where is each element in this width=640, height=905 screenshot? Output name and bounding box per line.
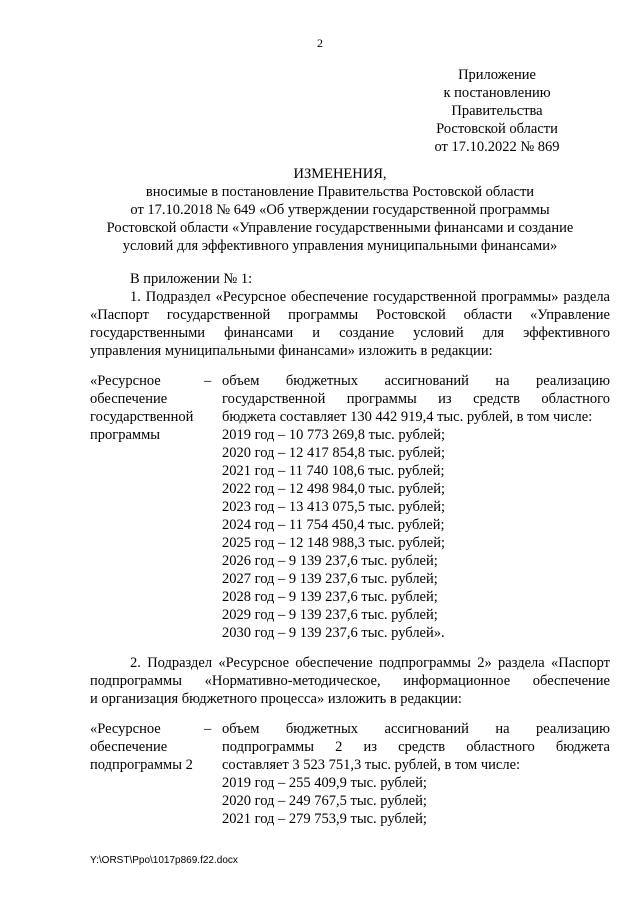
label-line: программы: [90, 427, 160, 443]
year-line: 2027 год – 9 139 237,6 тыс. рублей;: [222, 571, 438, 587]
appendix-line: к постановлению: [443, 85, 551, 101]
value-line: государственной программы из средств областного: [222, 391, 610, 407]
year-line: 2021 год – 11 740 108,6 тыс. рублей;: [222, 463, 445, 479]
intro-line: В приложении № 1:: [130, 271, 253, 287]
appendix-block: [412, 66, 582, 156]
appendix-line: Приложение: [458, 67, 536, 83]
paragraph-line: подпрограммы «Нормативно-методическое, информационное обеспечение: [90, 673, 610, 689]
changes-title: [90, 165, 590, 255]
resource-label: [90, 372, 205, 444]
year-line: 2020 год – 12 417 854,8 тыс. рублей;: [222, 445, 446, 461]
year-line: 2019 год – 255 409,9 тыс. рублей;: [222, 775, 427, 791]
appendix-line: Правительства: [451, 103, 543, 119]
label-line: подпрограммы 2: [90, 757, 193, 773]
year-line: 2028 год – 9 139 237,6 тыс. рублей;: [222, 589, 438, 605]
page-number: 2: [317, 36, 323, 50]
year-line: 2025 год – 12 148 988,3 тыс. рублей;: [222, 535, 446, 551]
paragraph-line: 2. Подраздел «Ресурсное обеспечение подпрограммы 2» раздела «Паспорт: [130, 655, 610, 671]
paragraph-line: «Паспорт государственной программы Ростовской области «Управление: [90, 307, 610, 323]
value-line: объем бюджетных ассигнований на реализацию: [222, 721, 610, 737]
value-line: объем бюджетных ассигнований на реализацию: [222, 373, 610, 389]
paragraph-line: 1. Подраздел «Ресурсное обеспечение государственной программы» раздела: [130, 289, 610, 305]
value-line: подпрограммы 2 из средств областного бюджета: [222, 739, 610, 755]
paragraph-line: и организация бюджетного процесса» изложить в редакции:: [90, 691, 462, 707]
year-line: 2029 год – 9 139 237,6 тыс. рублей;: [222, 607, 438, 623]
section2-paragraph: [90, 654, 610, 708]
label-line: государственной: [90, 409, 194, 425]
label-line: обеспечение: [90, 391, 168, 407]
resource-value: [222, 372, 610, 642]
year-line: 2022 год – 12 498 984,0 тыс. рублей;: [222, 481, 446, 497]
year-line: 2020 год – 249 767,5 тыс. рублей;: [222, 793, 427, 809]
year-line: 2021 год – 279 753,9 тыс. рублей;: [222, 811, 427, 827]
appendix-line: от 17.10.2022 № 869: [434, 139, 560, 155]
label-line: «Ресурсное: [90, 721, 161, 737]
title-line: условий для эффективного управления муниципальными финансами»: [122, 238, 558, 254]
year-line: 2023 год – 13 413 075,5 тыс. рублей;: [222, 499, 446, 515]
value-line: бюджета составляет 130 442 919,4 тыс. рублей, в том числе:: [222, 409, 593, 425]
dash-separator: –: [204, 721, 212, 737]
section1-paragraph: [90, 270, 610, 360]
title-line: Ростовской области «Управление государственными финансами и создание: [106, 220, 574, 236]
title-line: от 17.10.2018 № 649 «Об утверждении государственной программы: [130, 202, 550, 218]
paragraph-line: управления муниципальными финансами» изложить в редакции:: [90, 343, 493, 359]
year-line: 2024 год – 11 754 450,4 тыс. рублей;: [222, 517, 445, 533]
title-heading: ИЗМЕНЕНИЯ,: [293, 166, 387, 182]
resource-value: [222, 720, 610, 828]
label-line: «Ресурсное: [90, 373, 161, 389]
label-line: обеспечение: [90, 739, 168, 755]
file-path-footer: Y:\ORST\Ppo\1017p869.f22.docx: [90, 855, 238, 866]
year-line: 2030 год – 9 139 237,6 тыс. рублей».: [222, 625, 445, 641]
year-line: 2019 год – 10 773 269,8 тыс. рублей;: [222, 427, 446, 443]
year-line: 2026 год – 9 139 237,6 тыс. рублей;: [222, 553, 438, 569]
title-line: вносимые в постановление Правительства Ростовской области: [145, 184, 535, 200]
paragraph-line: государственными финансами и создание условий для эффективного: [90, 325, 610, 341]
appendix-line: Ростовской области: [436, 121, 558, 137]
resource-label: [90, 720, 205, 774]
dash-separator: –: [204, 373, 212, 389]
value-line: составляет 3 523 751,3 тыс. рублей, в том числе:: [222, 757, 521, 773]
